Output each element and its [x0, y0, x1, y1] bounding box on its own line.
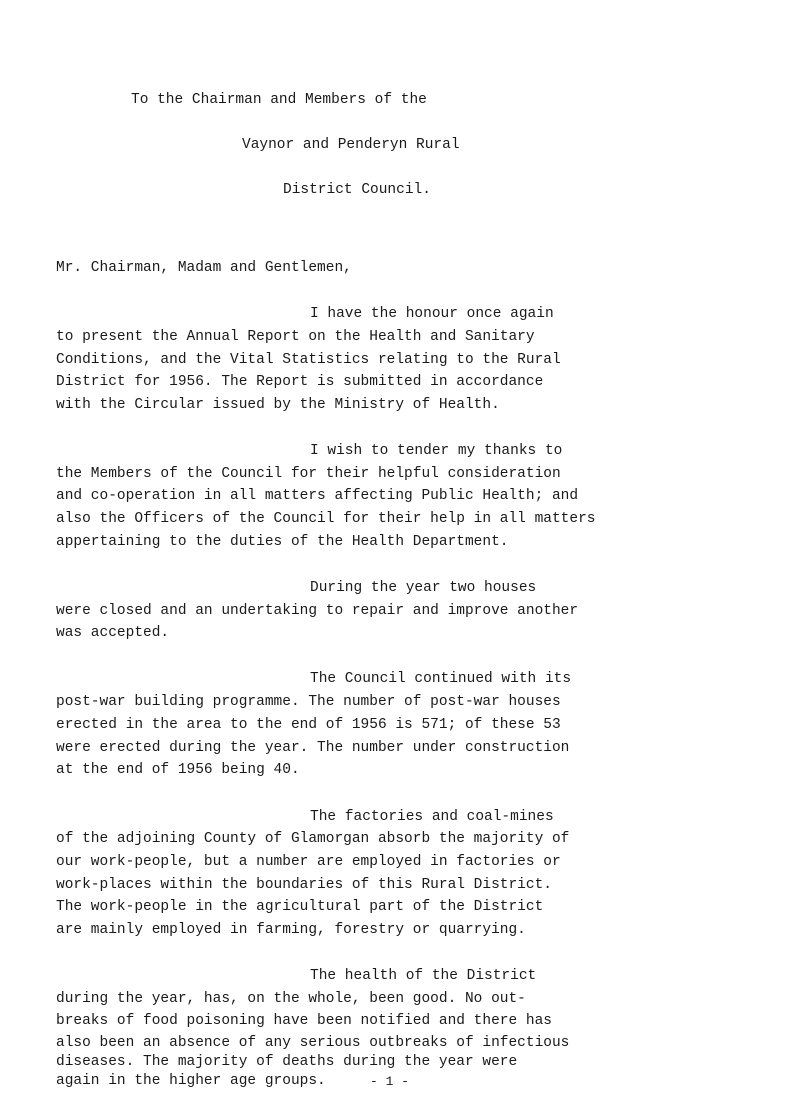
paragraph-6-line-6: again in the higher age groups.	[56, 1073, 326, 1089]
paragraph-4-line-4: were erected during the year. The number under construction	[56, 740, 570, 756]
paragraph-2-line-5: appertaining to the duties of the Health Department.	[56, 534, 509, 550]
salutation: Mr. Chairman, Madam and Gentlemen,	[56, 260, 352, 276]
paragraph-4-line-5: at the end of 1956 being 40.	[56, 762, 300, 778]
header-line-1: To the Chairman and Members of the	[131, 92, 427, 108]
paragraph-3-line-1: During the year two houses	[310, 580, 537, 596]
paragraph-5-line-5: The work-people in the agricultural part of the District	[56, 899, 544, 915]
paragraph-5-line-2: of the adjoining County of Glamorgan absorb the majority of	[56, 831, 570, 847]
paragraph-3-line-2: were closed and an undertaking to repair and improve another	[56, 603, 579, 619]
paragraph-1-line-3: Conditions, and the Vital Statistics relating to the Rural	[56, 352, 561, 368]
paragraph-5-line-1: The factories and coal-mines	[310, 809, 554, 825]
paragraph-5-line-3: our work-people, but a number are employed in factories or	[56, 854, 561, 870]
paragraph-2-line-2: the Members of the Council for their helpful consideration	[56, 466, 561, 482]
paragraph-6-line-3: breaks of food poisoning have been notified and there has	[56, 1013, 552, 1029]
header-line-3: District Council.	[283, 182, 431, 198]
paragraph-3-line-3: was accepted.	[56, 625, 170, 641]
paragraph-6-line-1: The health of the District	[310, 968, 537, 984]
paragraph-6-line-4: also been an absence of any serious outbreaks of infectious	[56, 1035, 570, 1051]
paragraph-5-line-6: are mainly employed in farming, forestry or quarrying.	[56, 922, 526, 938]
paragraph-6-line-2: during the year, has, on the whole, been good. No out-	[56, 991, 526, 1007]
paragraph-4-line-1: The Council continued with its	[310, 671, 572, 687]
paragraph-1-line-2: to present the Annual Report on the Health and Sanitary	[56, 329, 535, 345]
header-line-2: Vaynor and Penderyn Rural	[242, 137, 460, 153]
paragraph-1-line-4: District for 1956. The Report is submitted in accordance	[56, 374, 544, 390]
paragraph-2-line-1: I wish to tender my thanks to	[310, 443, 563, 459]
paragraph-6-line-5: diseases. The majority of deaths during the year were	[56, 1054, 518, 1070]
paragraph-2-line-4: also the Officers of the Council for their help in all matters	[56, 511, 596, 527]
paragraph-1-line-5: with the Circular issued by the Ministry of Health.	[56, 397, 500, 413]
paragraph-5-line-4: work-places within the boundaries of this Rural District.	[56, 877, 552, 893]
paragraph-4-line-3: erected in the area to the end of 1956 is 571; of these 53	[56, 717, 561, 733]
page-number: - 1 -	[370, 1074, 410, 1089]
paragraph-4-line-2: post-war building programme. The number of post-war houses	[56, 694, 561, 710]
paragraph-1-line-1: I have the honour once again	[310, 306, 554, 322]
paragraph-2-line-3: and co-operation in all matters affecting Public Health; and	[56, 488, 579, 504]
